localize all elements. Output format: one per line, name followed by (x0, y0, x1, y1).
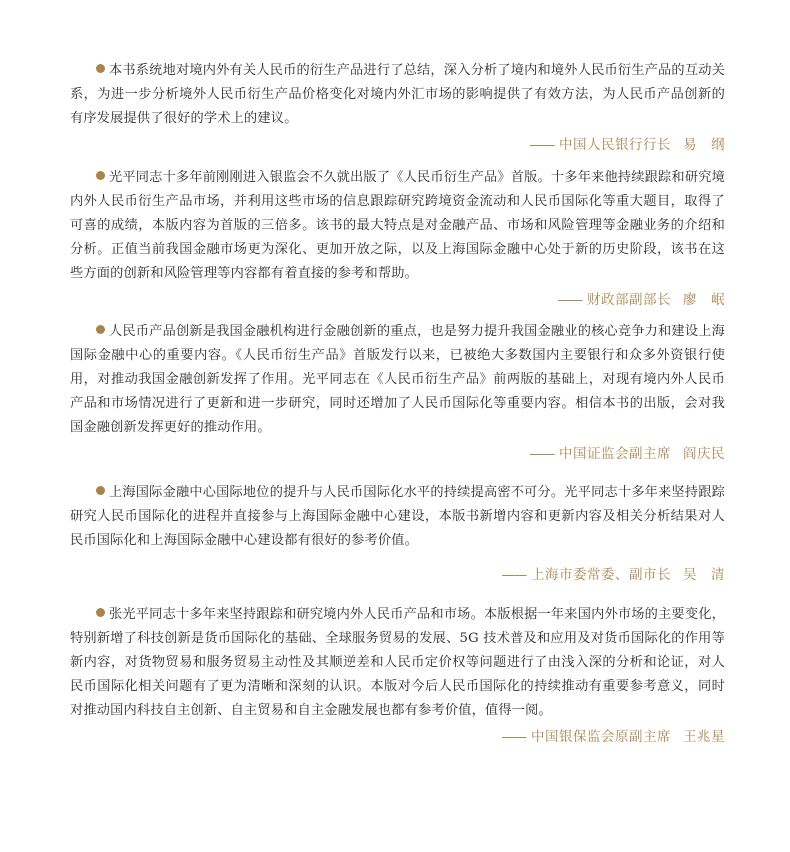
signature-title: 财政部副部长 (587, 292, 671, 308)
signature-name: 阎庆民 (683, 446, 725, 462)
endorsement-signature (70, 563, 725, 587)
endorsement-text: 张光平同志十多年来坚持跟踪和研究境内外人民币产品和市场。本版根据一年来国内外市场的主要变化，特别新增了科技创新是货币国际化的基础、全球服务贸易的发展、5G 技术普及和应用及对货币国际化的作用等新内容，对货物贸易和服务贸易主动性及其顺逆差和人民币定价权等问题进行了由浅入深的分析和论证，对人民币国际化相关问题有了更为清晰和深刻的认识。本版对今后人民币国际化的持续推动有重要参考意义，同时对推动国内科技自主创新、自主贸易和自主金融发展也都有参考价值，值得一阅。 (70, 607, 725, 718)
signature-title: 中国人民银行行长 (559, 137, 671, 153)
endorsement-2 (70, 166, 725, 312)
endorsement-text: 光平同志十多年前刚刚进入银监会不久就出版了《人民币衍生产品》首版。十多年来他持续跟踪和研究境内外人民币衍生产品市场，并利用这些市场的信息跟踪研究跨境资金流动和人民币国际化等重大题目，取得了可喜的成绩，本版内容为首版的三倍多。该书的最大特点是对金融产品、市场和风险管理等金融业务的介绍和分析。正值当前我国金融市场更为深化、更加开放之际，以及上海国际金融中心处于新的历史阶段，该书在这些方面的创新和风险管理等内容都有着直接的参考和帮助。 (70, 170, 725, 281)
signature-name: 易 纲 (683, 137, 725, 153)
signature-dash: —— (501, 729, 527, 745)
endorsement-signature (70, 725, 725, 749)
signature-dash: —— (557, 292, 583, 308)
endorsement-3 (70, 320, 725, 466)
signature-dash: —— (529, 137, 555, 153)
endorsement-signature (70, 133, 725, 157)
bullet-icon (96, 171, 105, 180)
endorsement-signature (70, 288, 725, 312)
bullet-icon (96, 608, 105, 617)
endorsement-signature (70, 442, 725, 466)
signature-dash: —— (501, 567, 527, 583)
endorsement-text: 本书系统地对境内外有关人民币的衍生产品进行了总结，深入分析了境内和境外人民币衍生产品的互动关系，为进一步分析境外人民币衍生产品价格变化对境内外汇市场的影响提供了有效方法，为人民币产品创新的有序发展提供了很好的学术上的建议。 (70, 63, 725, 126)
bullet-icon (96, 64, 105, 73)
endorsement-4 (70, 481, 725, 587)
signature-title: 上海市委常委、副市长 (531, 567, 671, 583)
signature-title: 中国银保监会原副主席 (531, 729, 671, 745)
signature-dash: —— (529, 446, 555, 462)
endorsement-5 (70, 603, 725, 749)
signature-name: 吴 清 (683, 567, 725, 583)
endorsement-text: 人民币产品创新是我国金融机构进行金融创新的重点，也是努力提升我国金融业的核心竞争力和建设上海国际金融中心的重要内容。《人民币衍生产品》首版发行以来，已被绝大多数国内主要银行和众多外资银行使用，对推动我国金融创新发挥了作用。光平同志在《人民币衍生产品》前两版的基础上，对现有境内外人民币产品和市场情况进行了更新和进一步研究，同时还增加了人民币国际化等重要内容。相信本书的出版，会对我国金融创新发挥更好的推动作用。 (70, 324, 725, 435)
signature-name: 王兆星 (683, 729, 725, 745)
signature-title: 中国证监会副主席 (559, 446, 671, 462)
endorsement-text: 上海国际金融中心国际地位的提升与人民币国际化水平的持续提高密不可分。光平同志十多年来坚持跟踪研究人民币国际化的进程并直接参与上海国际金融中心建设，本版书新增内容和更新内容及相关分析结果对人民币国际化和上海国际金融中心建设都有很好的参考价值。 (70, 485, 725, 548)
bullet-icon (96, 486, 105, 495)
signature-name: 廖 岷 (683, 292, 725, 308)
endorsement-1 (70, 59, 725, 157)
bullet-icon (96, 325, 105, 334)
